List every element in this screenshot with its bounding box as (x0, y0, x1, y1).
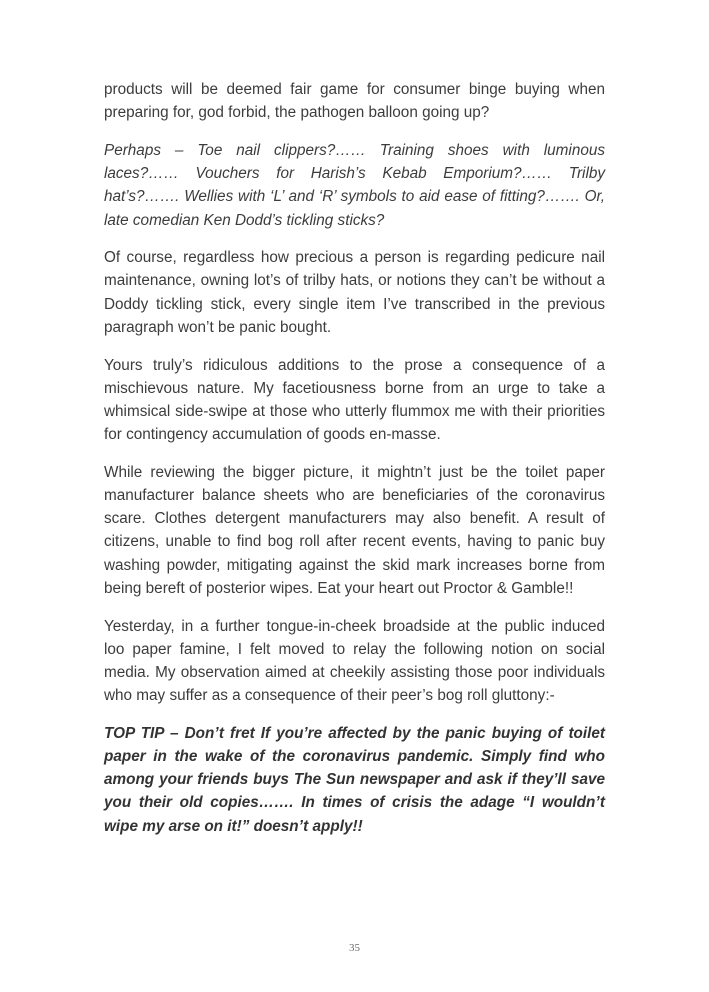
paragraph-italic-list: Perhaps – Toe nail clippers?…… Training shoes with luminous laces?…… Vouchers for Harish’s Kebab Emporium?…… Trilby hat’s?……. Wellies with ‘L’ and ‘R’ symbols to aid ease of fitting?……. Or, late comedian Ken Dodd’s tickling sticks? (104, 141, 605, 229)
paragraph-bigger-picture: While reviewing the bigger picture, it mightn’t just be the toilet paper manufacturer balance sheets who are beneficiaries of the coronavirus scare. Clothes detergent manufacturers may also benefit. A result of citizens, unable to find bog roll after recent events, having to panic buy washing powder, mitigating against the skid mark increases borne from being bereft of posterior wipes. Eat your heart out Proctor & Gamble!! (104, 463, 605, 597)
paragraph-binge-buying: products will be deemed fair game for consumer binge buying when preparing for, god forbid, the pathogen balloon going up? (104, 81, 605, 122)
paragraph-top-tip: TOP TIP – Don’t fret If you’re affected by the panic buying of toilet paper in the wake of the coronavirus pandemic. Simply find who among your friends buys The Sun newspaper and ask if they’ll save you their old copies……. In times of crisis the adage “I wouldn’t wipe my arse on it!” doesn’t apply!! (104, 724, 605, 835)
paragraph-yours-truly: Yours truly’s ridiculous additions to the prose a consequence of a mischievous nature. My facetiousness borne from an urge to take a whimsical side-swipe at those who utterly flummox me with their priorities for contingency accumulation of goods en-masse. (104, 356, 605, 444)
paragraph-yesterday: Yesterday, in a further tongue-in-cheek broadside at the public induced loo paper famine, I felt moved to relay the following notion on social media. My observation aimed at cheekily assisting those poor individuals who may suffer as a consequence of their peer’s bog roll gluttony:- (104, 617, 605, 705)
page-body (104, 78, 605, 852)
paragraph-of-course: Of course, regardless how precious a person is regarding pedicure nail maintenance, owning lot’s of trilby hats, or notions they can’t be without a Doddy tickling stick, every single item I’ve transcribed in the previous paragraph won’t be panic bought. (104, 249, 605, 336)
page-number: 35 (349, 942, 360, 954)
